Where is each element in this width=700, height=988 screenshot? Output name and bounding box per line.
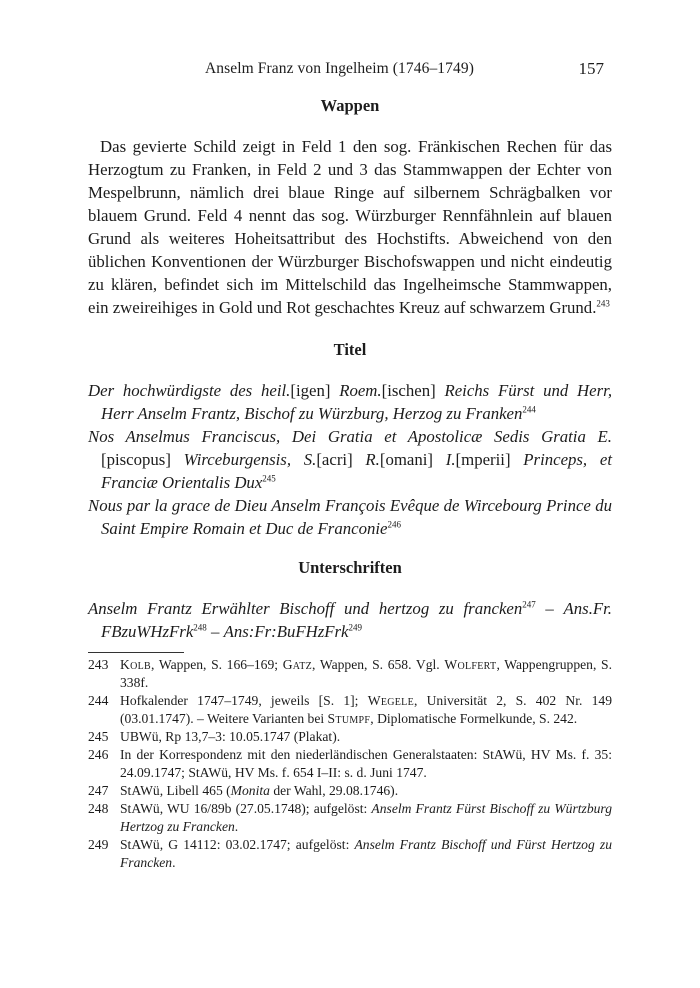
running-head bbox=[0, 60, 700, 82]
footnote-245: 245 UBWü, Rp 13,7–3: 10.05.1747 (Plakat). bbox=[88, 729, 341, 744]
footnote-ref-248[interactable]: 248 bbox=[193, 622, 207, 633]
footnote-247: 247 StAWü, Libell 465 (Monita der Wahl, 29.08.1746). bbox=[88, 783, 399, 798]
footnote-249: 249 StAWü, G 14112: 03.02.1747; aufgelöst: Anselm Frantz Bischoff und Fürst Hertzog zu Francken. bbox=[88, 837, 612, 870]
footnotes bbox=[88, 656, 612, 872]
section-heading-unterschriften: Unterschriften bbox=[298, 558, 402, 577]
titel-entry-german: Der hochwürdigste des heil.[igen] Roem.[ischen] Reichs Fürst und Herr, Herr Anselm Frantz, Bischof zu Würzburg, Herzog zu Franken$^{244}$ bbox=[88, 381, 613, 423]
section-heading-wappen: Wappen bbox=[320, 96, 380, 115]
footnote-ref-243[interactable]: 243 bbox=[596, 298, 610, 309]
footnote-246: 246 In der Korrespondenz mit den niederländischen Generalstaaten: StAWü, HV Ms. f. 35: 24.09.1747; StAWü, HV Ms. f. 654 I–II: s. d. Juni 1747. bbox=[88, 747, 612, 780]
footnote-248: 248 StAWü, WU 16/89b (27.05.1748); aufgelöst: Anselm Frantz Fürst Bischoff zu Würtzburg Hertzog zu Francken. bbox=[88, 801, 612, 834]
footnote-ref-246[interactable]: 246 bbox=[387, 519, 401, 530]
footnote-ref-244[interactable]: 244 bbox=[522, 404, 536, 415]
footnote-ref-245[interactable]: 245 bbox=[262, 473, 276, 484]
titel-entry-french: Nous par la grace de Dieu Anselm François Evêque de Wircebourg Prince du Saint Empire Romain et Duc de Franconie$^{246}$ bbox=[88, 496, 612, 538]
section-unterschriften bbox=[88, 558, 612, 643]
unterschriften-entry: Anselm Frantz Erwählter Bischoff und hertzog zu francken$^{247}$ – Ans.Fr. FBzuWHzFrk$^{248}$ – Ans:Fr:BuFHzFrk$^{249}$ bbox=[88, 599, 612, 641]
wappen-paragraph bbox=[88, 135, 612, 319]
section-titel bbox=[88, 340, 612, 540]
running-head-title: Anselm Franz von Ingelheim (1746–1749) bbox=[205, 60, 474, 77]
page-number: 157 bbox=[578, 59, 604, 78]
section-wappen bbox=[88, 96, 612, 319]
section-heading-titel: Titel bbox=[333, 340, 367, 359]
footnote-ref-249[interactable]: 249 bbox=[348, 622, 362, 633]
footnote-separator bbox=[88, 652, 184, 653]
titel-entry-latin: Nos Anselmus Franciscus, Dei Gratia et Apostolicæ Sedis Gratia E.[piscopus] Wirceburgensis, S.[acri] R.[omani] I.[mperii] Princeps, et Franciæ Orientalis Dux$^{245}$ bbox=[88, 427, 612, 492]
footnote-ref-247[interactable]: 247 bbox=[522, 599, 536, 610]
wappen-text: Das gevierte Schild zeigt in Feld 1 den sog. Fränkischen Rechen für das Herzogtum zu Franken, in Feld 2 und 3 das Stammwappen der Echter von Mespelbrunn, nämlich drei blaue Ringe auf silbernem Schrägbalken vor blauem Grund. Feld 4 nennt das sog. Würzburger Rennfähnlein auf blauen Grund als weiteres Hoheitsattribut des Hochstifts. Abweichend von den üblichen Konventionen der Würzburger Bischofswappen und nicht eindeutig zu klären, befindet sich im Mittelschild das Ingelheimsche Stammwappen, ein zweireihiges in Gold und Rot geschachtes Kreuz auf schwarzem Grund. bbox=[88, 137, 612, 317]
footnote-244: 244 Hofkalender 1747–1749, jeweils [S. 1]; Wegele, Universität 2, S. 402 Nr. 149 (03.01.1747). – Weitere Varianten bei Stumpf, Diplomatische Formelkunde, S. 242. bbox=[88, 693, 613, 726]
footnote-243: 243 Kolb, Wappen, S. 166–169; Gatz, Wappen, S. 658. Vgl. Wolfert, Wappengruppen, S. 338f. bbox=[88, 657, 612, 690]
